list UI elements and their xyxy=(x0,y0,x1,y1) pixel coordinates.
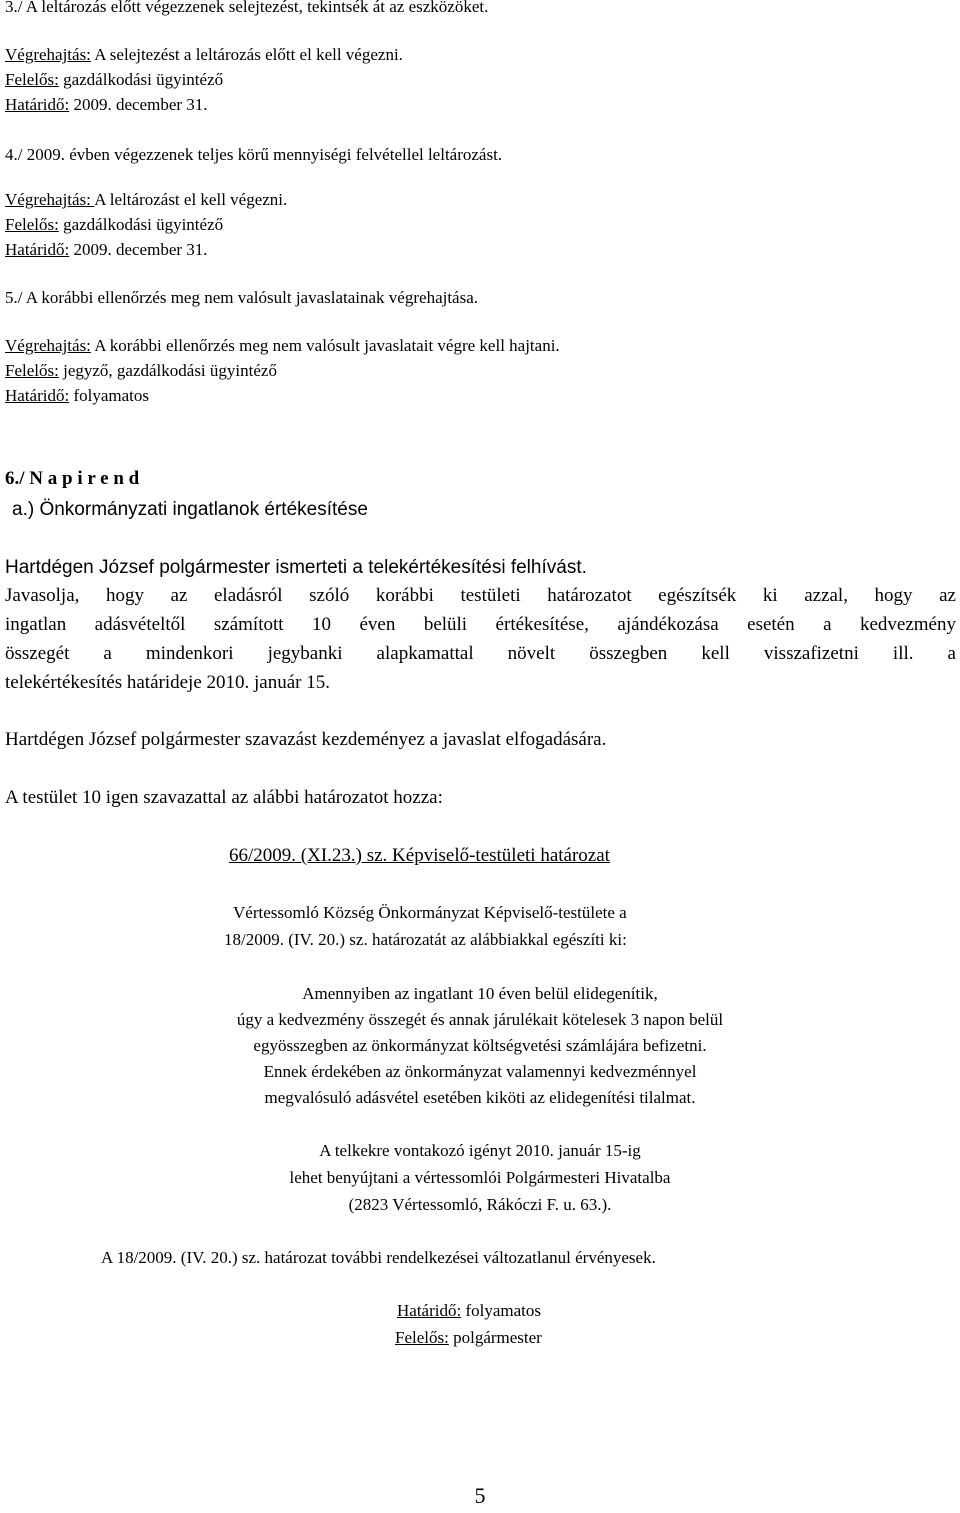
agenda-subheading: a.) Önkormányzati ingatlanok értékesítése xyxy=(12,499,368,520)
proposal-line-1: Javasolja, hogy az eladásról szóló korábbi testületi határozatot egészítsék ki azzal, hogy az xyxy=(5,585,956,606)
item3-execution xyxy=(5,46,403,63)
resolution-body-line-5: megvalósuló adásvétel esetében kiköti az elidegenítési tilalmat. xyxy=(264,1088,696,1107)
resolution-deadline-text: folyamatos xyxy=(461,1301,541,1320)
resolution-body-line-3: egyösszegben az önkormányzat költségvetési számlájára befizetni. xyxy=(253,1036,707,1055)
resolution-deadline-label: Határidő: xyxy=(397,1301,462,1320)
resolution-responsible-text: polgármester xyxy=(448,1328,542,1347)
resolution-responsible-label: Felelős: xyxy=(395,1328,449,1347)
item5-execution xyxy=(5,337,560,354)
item5-responsible-text: jegyző, gazdálkodási ügyintéző xyxy=(58,361,277,380)
item3-responsible-text: gazdálkodási ügyintéző xyxy=(58,70,224,89)
resolution-body-line-2: úgy a kedvezmény összegét és annak járulékait kötelesek 3 napon belül xyxy=(236,1010,724,1029)
item3-execution-label: Végrehajtás: xyxy=(5,45,91,64)
item4-execution-label: Végrehajtás: xyxy=(5,190,95,209)
item4-responsible xyxy=(5,216,223,233)
vote-initiation: Hartdégen József polgármester szavazást kezdeményez a javaslat elfogadására. xyxy=(5,729,607,750)
vote-result: A testület 10 igen szavazattal az alábbi határozatot hozza: xyxy=(5,787,443,808)
item5-responsible xyxy=(5,362,277,379)
item4-responsible-label: Felelős: xyxy=(5,215,59,234)
item3-responsible xyxy=(5,71,223,88)
item4-responsible-text: gazdálkodási ügyintéző xyxy=(58,215,224,234)
item3-heading: 3./ A leltározás előtt végezzenek selejtezést, tekintsék át az eszközöket. xyxy=(5,0,489,16)
item3-deadline-text: 2009. december 31. xyxy=(69,95,208,114)
item4-deadline xyxy=(5,241,208,258)
resolution-responsible xyxy=(395,1329,542,1346)
item4-execution-text: A leltározást el kell végezni. xyxy=(94,190,288,209)
item4-deadline-text: 2009. december 31. xyxy=(69,240,208,259)
resolution-body-line-1: Amennyiben az ingatlant 10 éven belül elidegenítik, xyxy=(302,984,658,1003)
item5-deadline xyxy=(5,387,149,404)
item3-responsible-label: Felelős: xyxy=(5,70,59,89)
resolution-intro-line-2: 18/2009. (IV. 20.) sz. határozatát az alábbiakkal egészíti ki: xyxy=(224,930,627,949)
claim-line-1: A telkekre vontakozó igényt 2010. január 15-ig xyxy=(319,1141,641,1160)
agenda-intro: Hartdégen József polgármester ismerteti a telekértékesítési felhívást. xyxy=(5,557,587,578)
page-number: 5 xyxy=(474,1483,486,1508)
resolution-closing: A 18/2009. (IV. 20.) sz. határozat további rendelkezései változatlanul érvényesek. xyxy=(101,1248,656,1267)
item5-responsible-label: Felelős: xyxy=(5,361,59,380)
agenda-heading: 6./ N a p i r e n d xyxy=(5,468,140,489)
item3-deadline-label: Határidő: xyxy=(5,95,70,114)
resolution-deadline xyxy=(397,1302,541,1319)
item5-execution-text: A korábbi ellenőrzés meg nem valósult javaslatait végre kell hajtani. xyxy=(90,336,560,355)
item5-execution-label: Végrehajtás: xyxy=(5,336,91,355)
resolution-body-line-4: Ennek érdekében az önkormányzat valamennyi kedvezménnyel xyxy=(263,1062,697,1081)
resolution-intro-line-1: Vértessomló Község Önkormányzat Képviselő-testülete a xyxy=(233,903,627,922)
item3-execution-text: A selejtezést a leltározás előtt el kell végezni. xyxy=(90,45,403,64)
item5-heading: 5./ A korábbi ellenőrzés meg nem valósult javaslatainak végrehajtása. xyxy=(5,288,479,307)
proposal-line-4: telekértékesítés határideje 2010. január 15. xyxy=(5,672,330,693)
item4-deadline-label: Határidő: xyxy=(5,240,70,259)
proposal-line-3: összegét a mindenkori jegybanki alapkamattal növelt összegben kell visszafizetni ill. a xyxy=(5,643,956,664)
claim-line-3: (2823 Vértessomló, Rákóczi F. u. 63.). xyxy=(348,1195,612,1214)
item5-deadline-text: folyamatos xyxy=(69,386,149,405)
item4-heading: 4./ 2009. évben végezzenek teljes körű mennyiségi felvétellel leltározást. xyxy=(5,145,503,164)
resolution-title: 66/2009. (XI.23.) sz. Képviselő-testületi határozat xyxy=(229,845,610,866)
proposal-line-2: ingatlan adásvételtől számított 10 éven belüli értékesítése, ajándékozása esetén a kedvezmény xyxy=(5,614,956,635)
item4-execution xyxy=(5,191,287,208)
item3-deadline xyxy=(5,96,208,113)
item5-deadline-label: Határidő: xyxy=(5,386,70,405)
claim-line-2: lehet benyújtani a vértessomlói Polgármesteri Hivatalba xyxy=(289,1168,671,1187)
